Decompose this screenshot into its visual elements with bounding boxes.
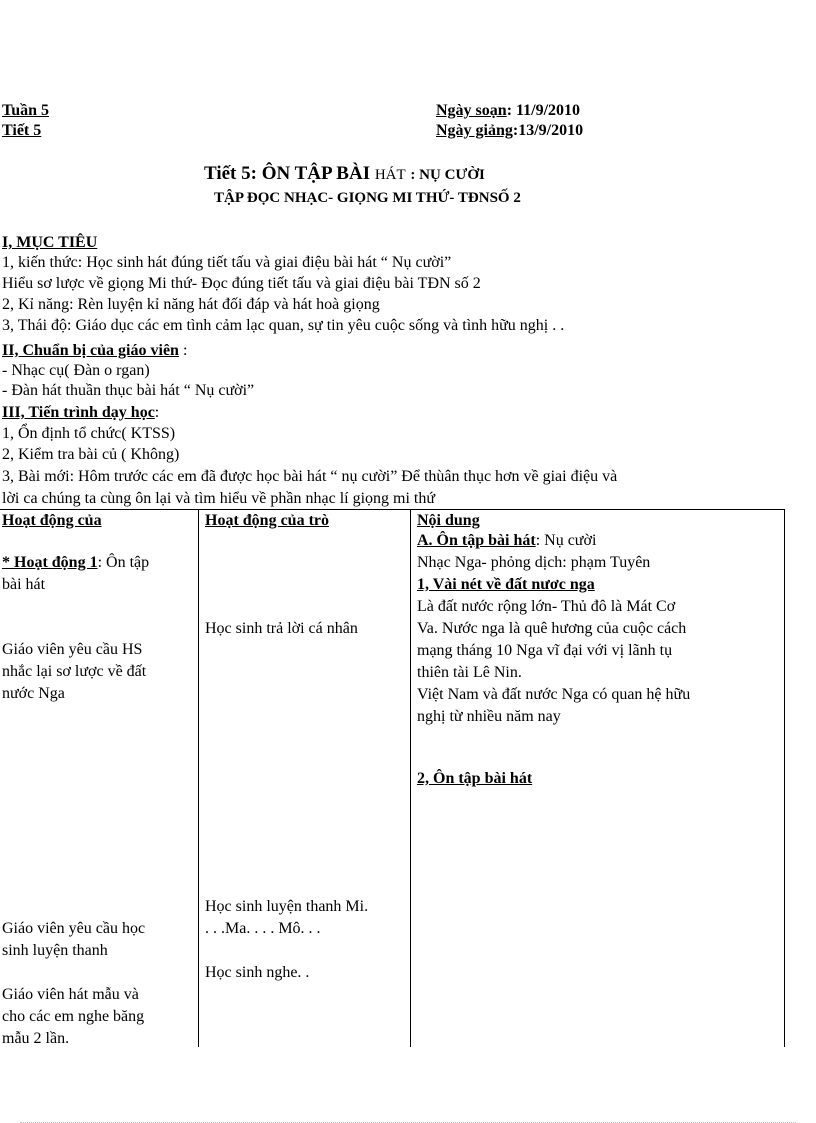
section3-heading: III, Tiến trình dạy học [2, 404, 155, 421]
teach-date-value: :13/9/2010 [512, 122, 584, 139]
teach-date [436, 120, 583, 141]
student-line: . . .Ma. . . . Mô. . . [205, 920, 321, 937]
content-sub2: 2, Ôn tập bài hát [417, 770, 533, 787]
teacher-line: sinh luyện thanh [2, 942, 108, 959]
section-objectives [2, 232, 782, 334]
teacher-line: mẫu 2 lần. [2, 1030, 70, 1047]
activity-1 [2, 552, 149, 596]
teacher-block-1 [2, 639, 146, 705]
section2-heading: II, Chuẩn bị của giáo viên [2, 342, 179, 359]
teacher-line: cho các em nghe băng [2, 1008, 145, 1025]
title-part3: : NỤ CƯỜI [410, 167, 485, 183]
prep-date-value: : 11/9/2010 [506, 102, 581, 119]
title-part2: HÁT [374, 167, 406, 183]
procedure-line: lời ca chúng ta cùng ôn lại và tìm hiểu về phần nhạc lí giọng mi thứ [2, 490, 436, 507]
content-a-rest: : Nụ cười [535, 532, 597, 549]
prep-date-label: Ngày soạn [436, 102, 507, 119]
content-line: Là đất nước rộng lớn- Thủ đô là Mát Cơ [417, 598, 676, 615]
teacher-line: nhắc lại sơ lược về đất [2, 663, 147, 680]
teacher-block-3 [2, 984, 144, 1050]
student-block-2 [205, 896, 368, 940]
prep-date [436, 100, 580, 121]
lesson-label: Tiết 5 [2, 122, 42, 139]
content-a-label: A. Ôn tập bài hát [417, 532, 536, 549]
teacher-line: nước Nga [2, 685, 65, 702]
objective-line: 2, Kỉ năng: Rèn luyện kỉ năng hát đối đáp và hát hoà giọng [2, 296, 380, 313]
header-content: Nội dung [417, 512, 480, 529]
teacher-line: Giáo viên hát mẫu và [2, 986, 139, 1003]
content-sub1: 1, Vài nét về đất nươc nga [417, 576, 595, 593]
page-title [204, 162, 485, 187]
content-line: mạng tháng 10 Nga vĩ đại với vị lãnh tụ [417, 642, 673, 659]
objective-line: 3, Thái độ: Giáo dục các em tình cảm lạc quan, sự tin yêu cuộc sống và tình hữu nghị . . [2, 317, 565, 334]
table-right-border [784, 509, 785, 1047]
table-col-divider [410, 509, 411, 1047]
section3-suffix: : [154, 404, 160, 421]
activity-1-label: * Hoạt động 1 [2, 554, 98, 571]
prep-line: - Đàn hát thuần thục bài hát “ Nụ cười” [2, 382, 255, 399]
student-block-3: Học sinh nghe. . [205, 964, 310, 981]
procedure-line: 1, Ổn định tổ chức( KTSS) [2, 425, 176, 442]
activity-1-line2: bài hát [2, 576, 46, 593]
teacher-line: Giáo viên yêu cầu học [2, 920, 146, 937]
activity-1-rest: : Ôn tập [97, 554, 150, 571]
section2-heading-row [2, 340, 187, 361]
title-part1: Tiết 5: ÔN TẬP BÀI [204, 163, 371, 184]
objective-line: Hiểu sơ lược về giọng Mi thứ- Đọc đúng tiết tấu và giai điệu bài TĐN số 2 [2, 275, 481, 292]
teacher-block-2 [2, 918, 145, 962]
section2-suffix: : [178, 342, 188, 359]
student-block-1: Học sinh trả lời cá nhân [205, 620, 358, 637]
section1-heading: I, MỤC TIÊU [2, 234, 98, 251]
week-label: Tuần 5 [2, 102, 49, 119]
header-teacher: Hoạt động của [2, 512, 102, 529]
content-line: thiên tài Lê Nin. [417, 664, 522, 681]
content-line: Việt Nam và đất nước Nga có quan hệ hữu [417, 686, 691, 703]
content-line: Va. Nước nga là quê hương của cuộc cách [417, 620, 687, 637]
header-student: Hoạt động của trò [205, 512, 329, 529]
page-subtitle: TẬP ĐỌC NHẠC- GIỌNG MI THỨ- TĐNSỐ 2 [214, 190, 521, 206]
table-top-border [0, 509, 785, 510]
content-line: nghị từ nhiều năm nay [417, 708, 561, 725]
prep-line: - Nhạc cụ( Đàn o rgan) [2, 362, 150, 379]
procedure-line: 3, Bài mới: Hôm trước các em đã được học bài hát “ nụ cười” Để thùân thục hơn về giai điệu và [2, 468, 618, 485]
student-line: Học sinh luyện thanh Mi. [205, 898, 369, 915]
teach-date-label: Ngày giảng [436, 122, 513, 139]
objective-line: 1, kiến thức: Học sinh hát đúng tiết tấu và giai điệu bài hát “ Nụ cười” [2, 254, 452, 271]
content-block [417, 530, 690, 728]
procedure-line: 2, Kiểm tra bài củ ( Không) [2, 446, 180, 463]
table-col-divider [198, 509, 199, 1047]
content-composer: Nhạc Nga- phỏng dịch: phạm Tuyên [417, 554, 651, 571]
teacher-line: Giáo viên yêu cầu HS [2, 641, 143, 658]
section3-heading-row [2, 402, 159, 423]
